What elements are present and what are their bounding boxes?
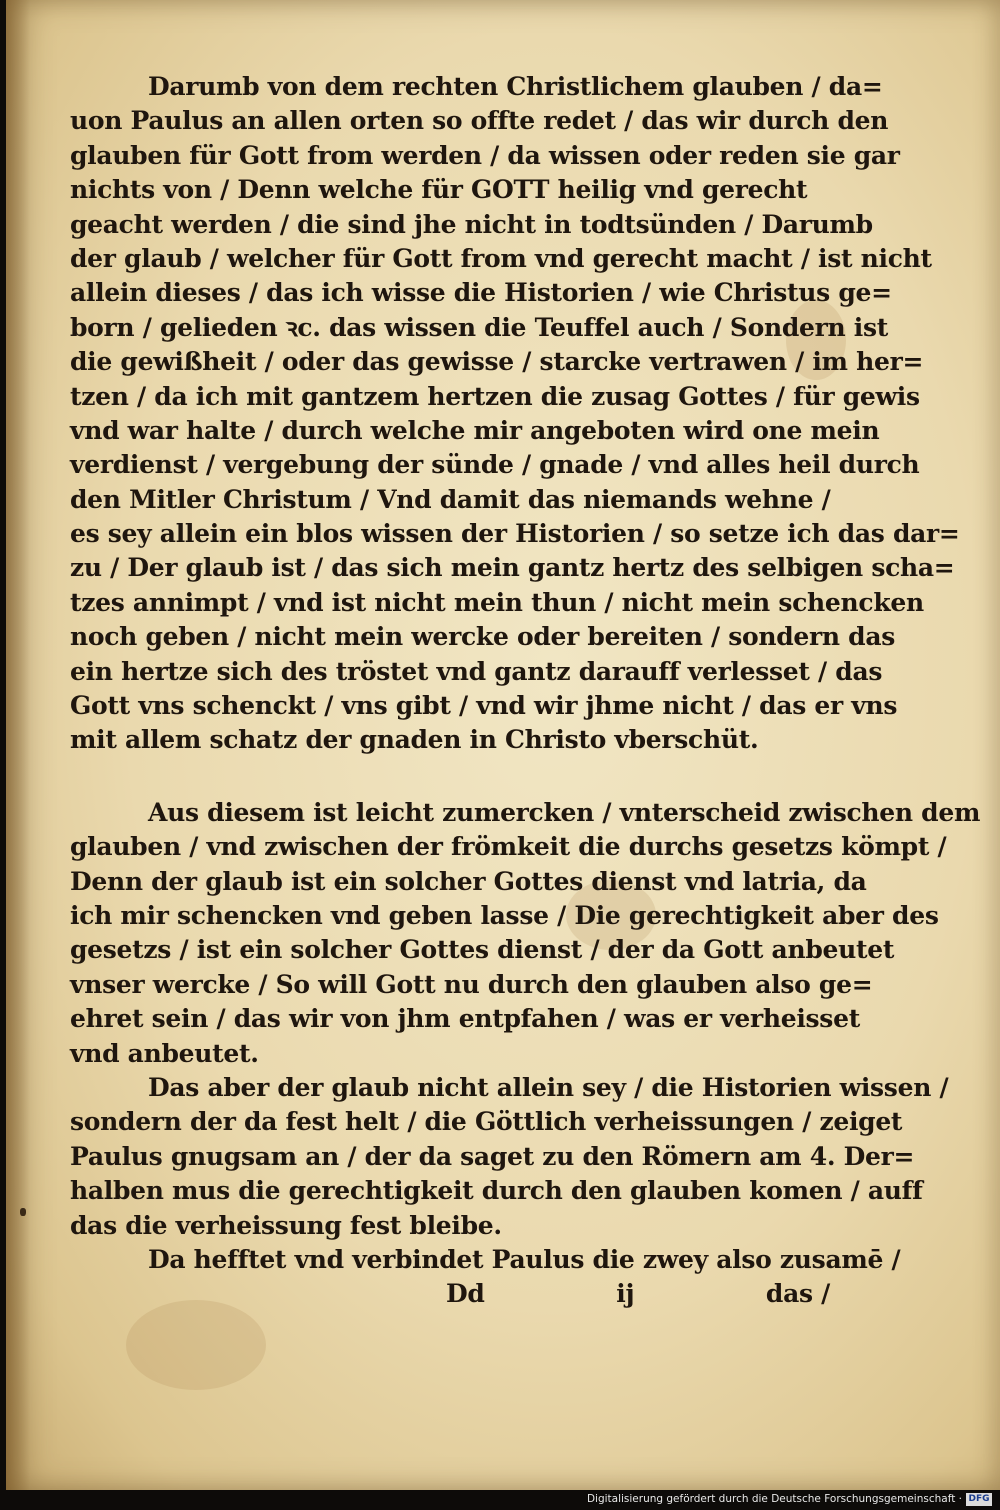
text-line: ich mir schencken vnd geben lasse / Die gerechtigkeit aber des: [70, 900, 939, 930]
text-line: es sey allein ein blos wissen der Historien / so setze ich das dar=: [70, 519, 960, 549]
text-line: noch geben / nicht mein wercke oder bereiten / sondern das: [70, 622, 896, 652]
paragraph-2: [70, 796, 981, 1071]
text-line: vnd war halte / durch welche mir angeboten wird one mein: [70, 415, 880, 445]
catchword: das /: [765, 1279, 830, 1309]
text-line: tzen / da ich mit gantzem hertzen die zusag Gottes / für gewis: [70, 381, 920, 411]
text-line: vnd anbeutet.: [70, 1038, 259, 1068]
page-gutter-shadow: [6, 0, 30, 1490]
text-line: ehret sein / das wir von jhm entpfahen / was er verheisset: [70, 1004, 860, 1034]
paragraph-3: [70, 1071, 949, 1243]
text-line: ein hertze sich des tröstet vnd gantz darauff verlesset / das: [70, 656, 883, 686]
digitization-footer: [0, 1490, 1000, 1510]
text-line: geacht werden / die sind jhe nicht in todtsünden / Darumb: [70, 209, 873, 239]
text-line: Darumb von dem rechten Christlichem glauben / da=: [148, 72, 883, 101]
signature-number: ij: [616, 1279, 635, 1309]
text-line: sondern der da fest helt / die Göttlich verheissungen / zeiget: [70, 1107, 903, 1137]
text-line: der glaub / welcher für Gott from vnd gerecht macht / ist nicht: [70, 243, 932, 273]
paragraph-4: [70, 1243, 901, 1277]
signature-line: [70, 1277, 830, 1311]
funding-credit: Digitalisierung gefördert durch die Deutsche Forschungsgemeinschaft ·: [586, 1493, 962, 1505]
text-line: glauben für Gott from werden / da wissen oder reden sie gar: [70, 140, 900, 170]
text-line: Das aber der glaub nicht allein sey / die Historien wissen /: [148, 1072, 949, 1102]
text-line: halben mus die gerechtigkeit durch den glauben komen / auff: [70, 1176, 923, 1206]
body-text: [70, 70, 981, 1311]
text-line: das die verheissung fest bleibe.: [70, 1210, 502, 1240]
text-line: den Mitler Christum / Vnd damit das niemands wehne /: [70, 484, 831, 514]
text-line: die gewißheit / oder das gewisse / starcke vertrawen / im her=: [70, 347, 924, 377]
paper-stain: [126, 1300, 266, 1390]
text-line: Paulus gnugsam an / der da saget zu den Römern am 4. Der=: [70, 1141, 915, 1171]
text-line: Denn der glaub ist ein solcher Gottes dienst vnd latria, da: [70, 866, 867, 896]
text-line: Aus diesem ist leicht zumercken / vnterscheid zwischen dem: [148, 797, 981, 827]
text-line: uon Paulus an allen orten so offte redet / das wir durch den: [70, 106, 889, 136]
paragraph-1: [70, 70, 960, 758]
text-line: verdienst / vergebung der sünde / gnade / vnd alles heil durch: [70, 450, 920, 480]
text-line: born / gelieden ꝛc. das wissen die Teuffel auch / Sondern ist: [70, 312, 888, 342]
paragraph-gap: [70, 758, 830, 796]
text-line: Gott vns schenckt / vns gibt / vnd wir jhme nicht / das er vns: [70, 691, 898, 721]
text-line: mit allem schatz der gnaden in Christo vberschüt.: [70, 725, 759, 755]
text-line: allein dieses / das ich wisse die Historien / wie Christus ge=: [70, 278, 892, 308]
dfg-logo-icon: DFG: [966, 1493, 992, 1506]
margin-ink-mark: [20, 1208, 26, 1216]
text-line: glauben / vnd zwischen der frömkeit die durchs gesetzs kömpt /: [70, 832, 947, 862]
text-line: Da hefftet vnd verbindet Paulus die zwey also zusamē /: [148, 1244, 901, 1274]
text-line: vnser wercke / So will Gott nu durch den glauben also ge=: [70, 969, 873, 999]
text-line: gesetzs / ist ein solcher Gottes dienst / der da Gott anbeutet: [70, 935, 895, 965]
text-line: tzes annimpt / vnd ist nicht mein thun / nicht mein schencken: [70, 587, 924, 617]
signature-mark: Dd: [446, 1279, 485, 1309]
text-line: nichts von / Denn welche für GOTT heilig vnd gerecht: [70, 175, 808, 205]
text-line: zu / Der glaub ist / das sich mein gantz hertz des selbigen scha=: [70, 553, 955, 583]
book-page: [6, 0, 1000, 1490]
